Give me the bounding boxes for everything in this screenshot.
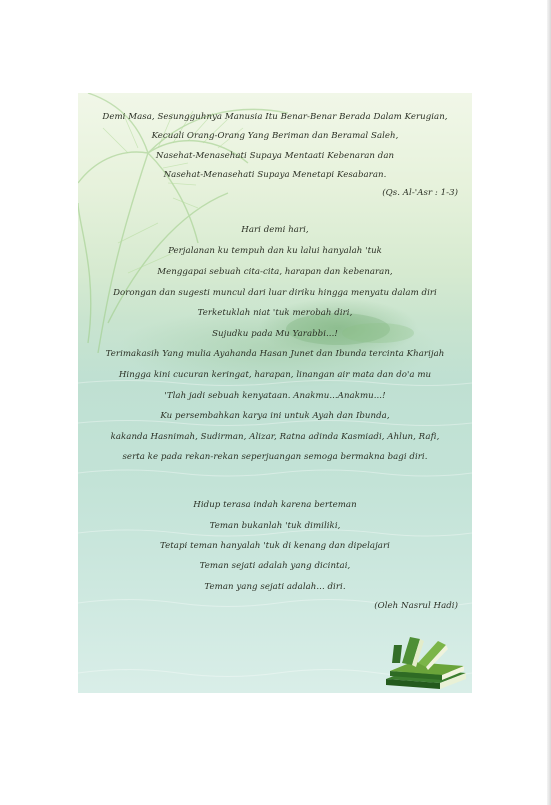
quote-source: (Qs. Al-'Asr : 1-3) <box>382 188 458 198</box>
poem-line: Teman sejati adalah yang dicintai, <box>199 561 351 571</box>
poem-line: Tetapi teman hanyalah 'tuk di kenang dan dipelajari <box>160 541 390 551</box>
dedication-line: Menggapai sebuah cita-cita, harapan dan kebenaran, <box>157 267 393 277</box>
dedication-line: Ku persembahkan karya ini untuk Ayah dan Ibunda, <box>160 411 390 421</box>
dedication-line: Perjalanan ku tempuh dan ku lalui hanyalah 'tuk <box>168 246 382 256</box>
dedication-line: Dorongan dan sugesti muncul dari luar diriku hingga menyatu dalam diri <box>113 288 437 298</box>
quote-line: Kecuali Orang-Orang Yang Beriman dan Beramal Saleh, <box>151 131 399 141</box>
quote-line: Demi Masa, Sesungguhnya Manusia Itu Benar-Benar Berada Dalam Kerugian, <box>102 112 448 122</box>
poem-line: Teman yang sejati adalah... diri. <box>204 582 346 592</box>
dedication-page <box>78 93 472 693</box>
books-icon <box>380 633 468 691</box>
poem-author: (Oleh Nasrul Hadi) <box>374 601 458 611</box>
dedication-line: Terimakasih Yang mulia Ayahanda Hasan Junet dan Ibunda tercinta Kharijah <box>105 349 445 359</box>
page-edge-shadow <box>547 0 551 805</box>
quote-line: Nasehat-Menasehati Supaya Menetapi Kesabaran. <box>163 170 387 180</box>
dedication-line: Hingga kini cucuran keringat, harapan, linangan air mata dan do'a mu <box>118 370 432 380</box>
dedication-line: serta ke pada rekan-rekan seperjuangan semoga bermakna bagi diri. <box>122 452 428 462</box>
dedication-line: Hari demi hari, <box>241 225 309 235</box>
dedication-line: 'Tlah jadi sebuah kenyataan. Anakmu...Anakmu...! <box>164 391 386 401</box>
poem-line: Hidup terasa indah karena berteman <box>193 500 357 510</box>
quote-line: Nasehat-Menasehati Supaya Mentaati Kebenaran dan <box>155 151 395 161</box>
poem-line: Teman bukanlah 'tuk dimiliki, <box>209 521 341 531</box>
dedication-line: kakanda Hasnimah, Sudirman, Alizar, Ratna adinda Kasmiadi, Ahlun, Rafi, <box>110 432 440 442</box>
dedication-line: Terketuklah niat 'tuk merobah diri, <box>197 308 353 318</box>
dedication-line: Sujudku pada Mu Yarabbi...! <box>212 329 338 339</box>
